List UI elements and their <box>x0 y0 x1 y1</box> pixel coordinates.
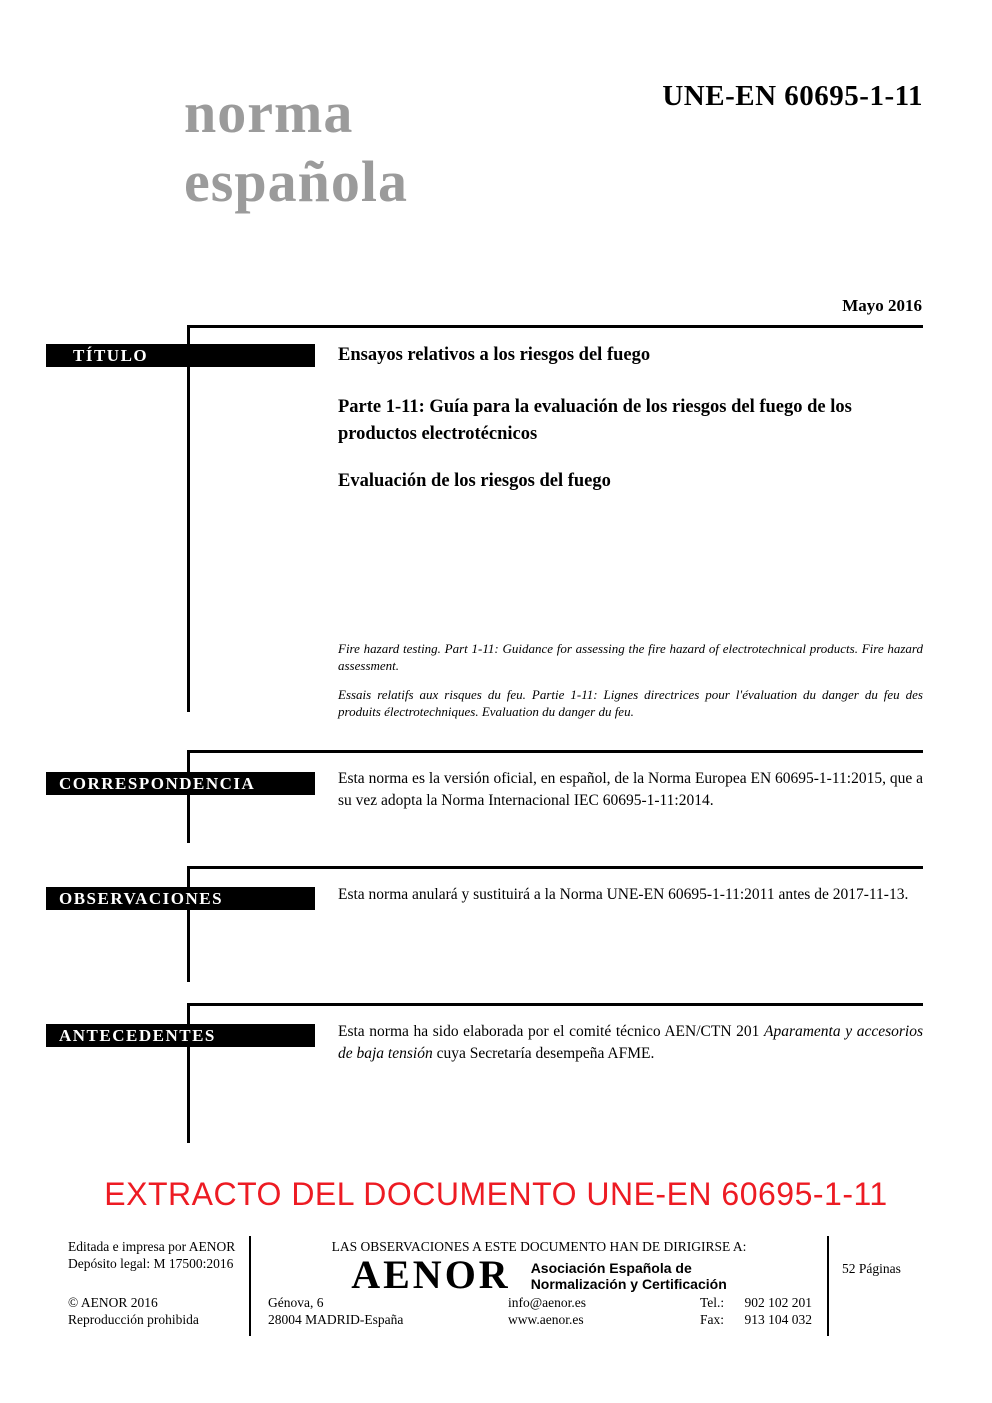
title-english-translation: Fire hazard testing. Part 1-11: Guidance for assessing the fire hazard of electrotechnical products. Fire hazard assessment. <box>338 641 923 673</box>
footer-publisher-line: Editada e impresa por AENOR <box>68 1239 236 1254</box>
footer-notice: LAS OBSERVACIONES A ESTE DOCUMENTO HAN DE DIRIGIRSE A: <box>331 1239 747 1254</box>
titulo-label: TÍTULO <box>73 345 149 365</box>
extract-banner: EXTRACTO DEL DOCUMENTO UNE-EN 60695-1-11 <box>104 1176 888 1212</box>
footer-legal-deposit: Depósito legal: M 17500:2016 <box>68 1256 234 1271</box>
titulo-vertical-rule <box>187 325 190 712</box>
footer-tel-row <box>700 1294 812 1311</box>
title-line-1: Ensayos relativos a los riesgos del fuego <box>338 345 651 365</box>
antecedentes-text-after: cuya Secretaría desempeña AFME. <box>432 1045 655 1062</box>
antecedentes-top-rule <box>187 1003 923 1006</box>
observaciones-text: Esta norma anulará y sustituirá a la Norma UNE-EN 60695-1-11:2011 antes de 2017-11-13. <box>338 886 909 903</box>
antecedentes-label-bar <box>46 1024 315 1047</box>
correspondencia-text: Esta norma es la versión oficial, en español, de la Norma Europea EN 60695-1-11:2015, que a su vez adopta la Norma Internacional IEC 60695-1-11:2014. <box>338 770 923 809</box>
footer-address-block <box>268 1294 403 1328</box>
observaciones-label: OBSERVACIONES <box>59 888 224 908</box>
antecedentes-text-before: Esta norma ha sido elaborada por el comité técnico AEN/CTN 201 <box>338 1023 764 1040</box>
antecedentes-label: ANTECEDENTES <box>59 1025 216 1045</box>
footer-tel-value: 902 102 201 <box>744 1295 812 1310</box>
title-line-2: Parte 1-11: Guía para la evaluación de los riesgos del fuego de los productos electrotécnicos <box>338 397 852 444</box>
publication-date: Mayo 2016 <box>842 296 922 315</box>
aenor-description-line-2: Normalización y Certificación <box>530 1276 727 1292</box>
footer-fax-label: Fax: <box>700 1312 725 1327</box>
aenor-description-line-1: Asociación Española de <box>530 1260 692 1276</box>
footer-publisher-block <box>68 1238 235 1272</box>
title-french-translation: Essais relatifs aux risques du feu. Partie 1-11: Lignes directrices pour l'évaluation du danger du feu des produits électrotechniques. Evaluation du danger du feu. <box>338 687 923 719</box>
correspondencia-label-bar <box>46 772 315 795</box>
observaciones-vertical-rule <box>187 866 190 982</box>
correspondencia-top-rule <box>187 750 923 753</box>
footer-contact-block <box>508 1294 586 1328</box>
norma-espanola-logo <box>184 78 408 216</box>
antecedentes-text <box>338 1021 923 1065</box>
page-count: 52 Páginas <box>842 1261 901 1276</box>
footer-fax-value: 913 104 032 <box>744 1312 812 1327</box>
title-line-3: Evaluación de los riesgos del fuego <box>338 471 611 491</box>
footer-website: www.aenor.es <box>508 1312 584 1327</box>
correspondencia-label: CORRESPONDENCIA <box>59 773 256 793</box>
footer-fax-row <box>700 1311 812 1328</box>
correspondencia-vertical-rule <box>187 750 190 843</box>
footer-email: info@aenor.es <box>508 1295 587 1310</box>
logo-line-2: española <box>184 149 408 214</box>
titulo-top-rule <box>187 325 923 328</box>
observaciones-label-bar <box>46 887 315 910</box>
footer-right-divider <box>827 1236 829 1336</box>
titulo-label-bar <box>46 344 315 367</box>
aenor-description <box>531 1256 727 1292</box>
footer-street: Génova, 6 <box>268 1295 324 1310</box>
observaciones-top-rule <box>187 866 923 869</box>
footer-phone-block <box>700 1294 812 1328</box>
footer-copyright-block <box>68 1294 199 1328</box>
logo-line-1: norma <box>184 80 354 145</box>
footer-reproduction-line: Reproducción prohibida <box>68 1312 199 1327</box>
footer-tel-label: Tel.: <box>700 1295 725 1310</box>
aenor-logo: AENOR <box>351 1252 511 1297</box>
antecedentes-committee-name: Aparamenta y accesorios de baja tensión <box>338 1023 923 1062</box>
aenor-logo-block <box>251 1252 827 1297</box>
footer-city: 28004 MADRID-España <box>268 1312 404 1327</box>
document-code: UNE-EN 60695-1-11 <box>662 80 923 112</box>
footer-copyright-line: © AENOR 2016 <box>68 1295 158 1310</box>
